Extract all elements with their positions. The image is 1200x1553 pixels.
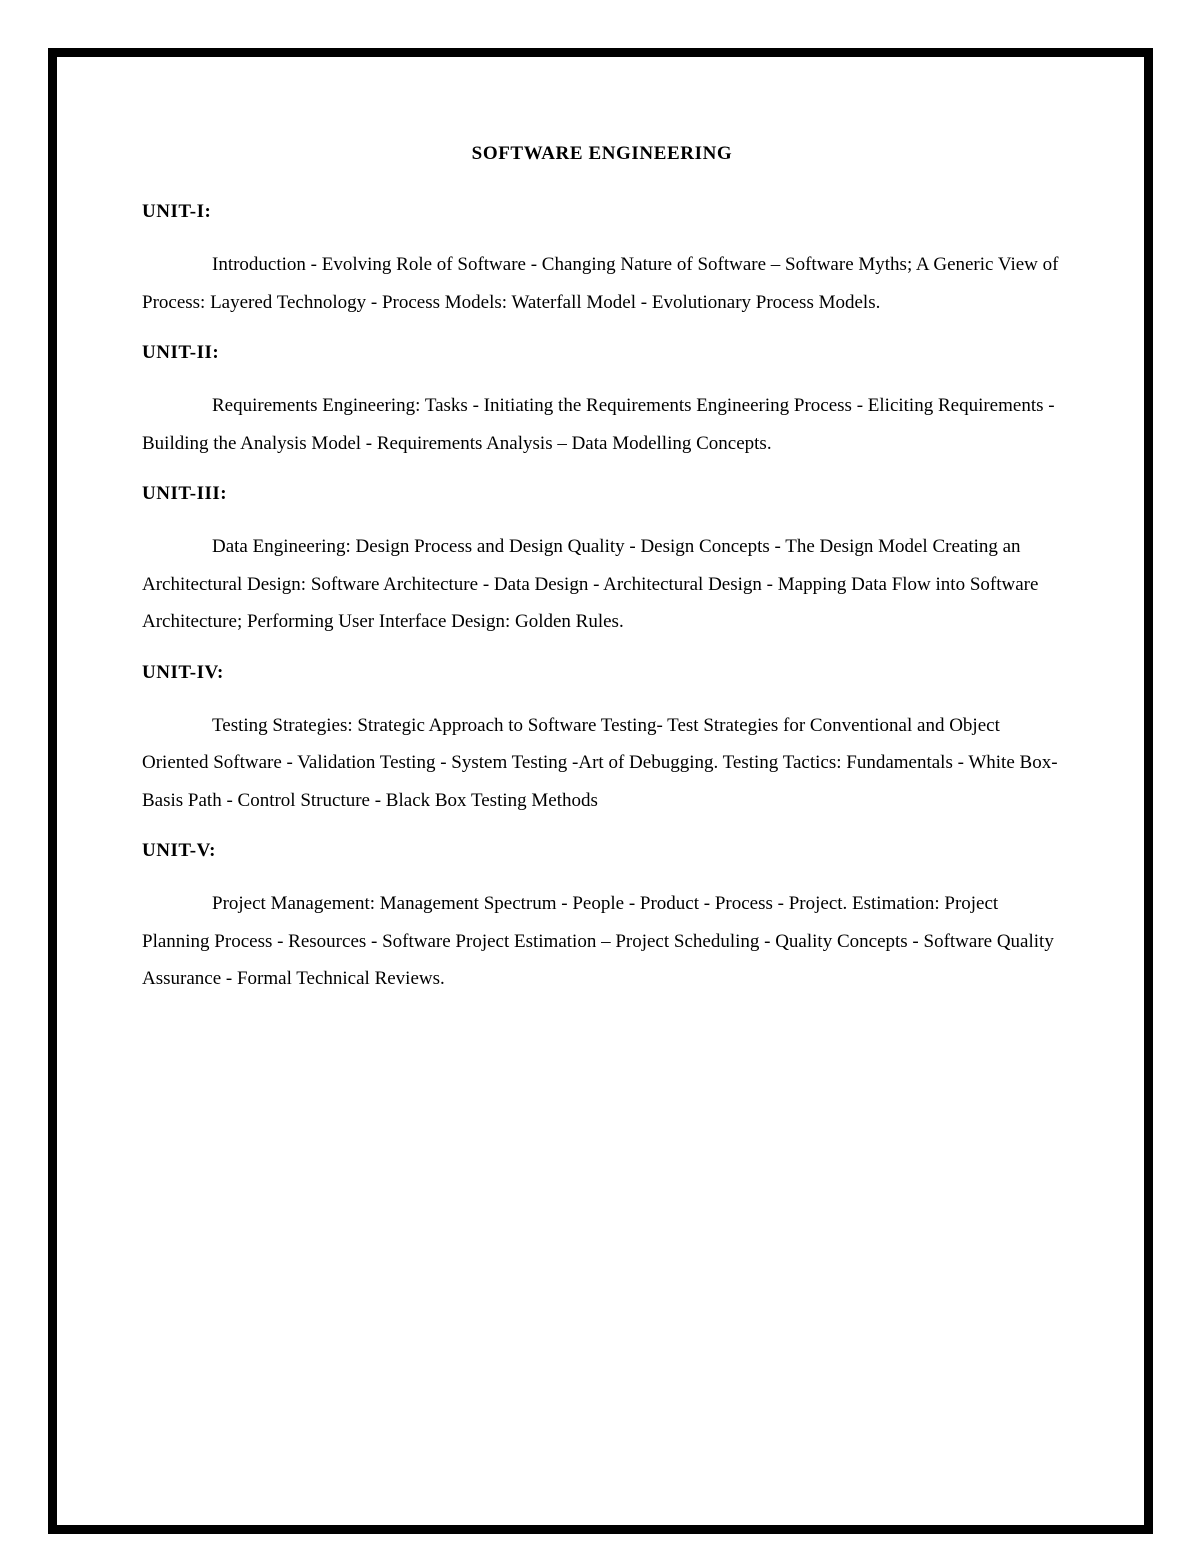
unit-4-body: Testing Strategies: Strategic Approach to Software Testing- Test Strategies for Conventional and Object Oriented Software - Validation Testing - System Testing -Art of Debugging. Testing Tactics: Fundamentals - White Box- Basis Path - Control Structure - Black Box Testing Methods <box>142 714 1058 811</box>
unit-3-section <box>142 480 1062 641</box>
document-content <box>142 140 1062 1016</box>
unit-2-body: Requirements Engineering: Tasks - Initiating the Requirements Engineering Process - Eliciting Requirements - Building the Analysis Model - Requirements Analysis – Data Modelling Concepts. <box>142 395 1055 454</box>
unit-5-section <box>142 837 1062 998</box>
unit-4-section <box>142 659 1062 820</box>
unit-3-heading: UNIT-III: <box>142 483 228 504</box>
unit-5-heading: UNIT-V: <box>142 840 216 861</box>
document-title: SOFTWARE ENGINEERING <box>471 143 733 164</box>
unit-1-section <box>142 198 1062 321</box>
unit-1-heading: UNIT-I: <box>142 201 212 222</box>
unit-1-body: Introduction - Evolving Role of Software - Changing Nature of Software – Software Myths; A Generic View of Process: Layered Technology - Process Models: Waterfall Model - Evolutionary Process Models. <box>142 254 1059 313</box>
unit-4-heading: UNIT-IV: <box>142 661 224 683</box>
unit-5-body: Project Management: Management Spectrum - People - Product - Process - Project. Estimation: Project Planning Process - Resources - Software Project Estimation – Project Scheduling - Quality Concepts - Software Quality Assurance - Formal Technical Reviews. <box>142 893 1054 989</box>
unit-2-heading: UNIT-II: <box>142 342 220 363</box>
unit-3-body: Data Engineering: Design Process and Design Quality - Design Concepts - The Design Model Creating an Architectural Design: Software Architecture - Data Design - Architectural Design - Mapping Data Flow into Software Architecture; Performing User Interface Design: Golden Rules. <box>142 536 1039 632</box>
unit-2-section <box>142 339 1062 462</box>
